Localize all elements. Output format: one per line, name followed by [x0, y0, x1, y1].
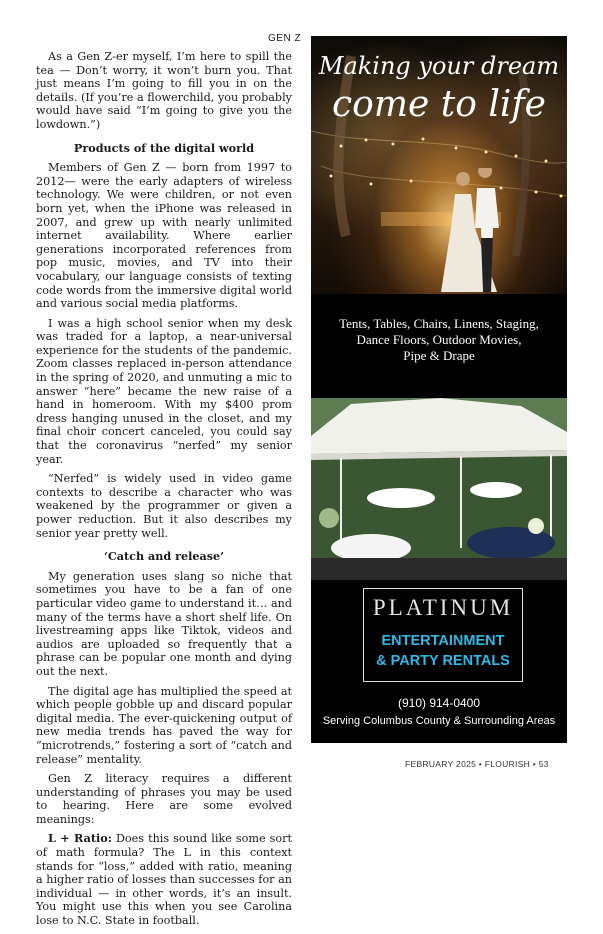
term-label: L + Ratio:	[48, 831, 112, 846]
ad-headline-large: come to life	[332, 84, 546, 125]
article-paragraph: Gen Z literacy requires a different understanding of phrases you may be used to hearing. Here are some evolved meanings:	[36, 772, 292, 826]
article-heading-catch-release: ‘Catch and release’	[103, 549, 225, 564]
article-paragraph: My generation uses slang so niche that sometimes you have to be a fan of one particular video game to understand it… and many of the terms have a short shelf life. On livestreaming apps like Tiktok, videos and audios are uploaded so frequently that a phrase can be popular one month and dying out the next.	[36, 569, 292, 678]
ad-service-area: Serving Columbus County & Surrounding Areas	[322, 715, 556, 727]
article-paragraph: “Nerfed” is widely used in video game contexts to describe a character who was weakened by the programmer or given a power reduction. But it also describes my senior year pretty well.	[36, 472, 292, 540]
logo-tagline: & PARTY RENTALS	[376, 653, 510, 669]
ad-headline: Making your dream	[318, 52, 560, 80]
article-paragraph: Members of Gen Z — born from 1997 to 2012— were the early adapters of wireless technology. We were children, or not even born yet, when the iPhone was released in 2007, and grew up with nearly unlimited internet availability. Where earlier generations incorporated references from pop music, movies, and TV into their vocabulary, our language consists of texting code words from the immersive digital world and various social media platforms.	[36, 161, 292, 311]
couple-silhouette	[441, 168, 511, 294]
services-line: Tents, Tables, Chairs, Linens, Staging,	[339, 316, 539, 331]
section-tag: GEN Z	[268, 33, 302, 44]
advertisement[interactable]	[311, 36, 567, 743]
term-definition	[36, 832, 292, 927]
term-text: Does this sound like some sort of math formula? The L in this context stands for “loss,” added with ratio, meaning a higher ratio of losses than successes for an individual — in other words, it’s an insult. You might use this when you see Carolina lose to N.C. State in football.	[36, 832, 293, 928]
logo-tagline: ENTERTAINMENT	[381, 633, 505, 649]
services-list	[311, 316, 567, 364]
article-column	[36, 50, 292, 934]
tent-photo	[311, 398, 567, 580]
services-line: Dance Floors, Outdoor Movies,	[356, 332, 522, 347]
article-intro: As a Gen Z-er myself, I’m here to spill the tea — Don’t worry, it won’t burn you. That just means I’m going to fill you in on the details. (If you’re a flowerchild, you probably would have said “I’m going to give you the lowdown.”)	[36, 50, 292, 131]
ad-phone[interactable]: (910) 914-0400	[397, 696, 481, 710]
logo-name: PLATINUM	[372, 595, 514, 620]
article-heading-digital-world: Products of the digital world	[73, 140, 255, 155]
article-paragraph: The digital age has multiplied the speed at which people gobble up and discard popular digital media. The ever-quickening output of new media trends has paved the way for “microtrends,” fostering a sort of “catch and release” mentality.	[36, 684, 292, 766]
article-paragraph: I was a high school senior when my desk was traded for a laptop, a near-universal experience for the students of the pandemic. Zoom classes replaced in-person attendance in the spring of 2020, and unmuting a mic to answer “here” became the new raise of a hand in homeroom. With my $400 prom dress hanging unused in the closet, and my final choir concert canceled, you could say that the coronavirus “nerfed” my senior year.	[36, 316, 292, 466]
tent-illustration	[311, 398, 567, 580]
wedding-photo	[311, 36, 567, 294]
services-line: Pipe & Drape	[403, 348, 475, 363]
page-footer: FEBRUARY 2025 • FLOURISH • 53	[405, 759, 549, 769]
platinum-logo	[363, 588, 523, 682]
